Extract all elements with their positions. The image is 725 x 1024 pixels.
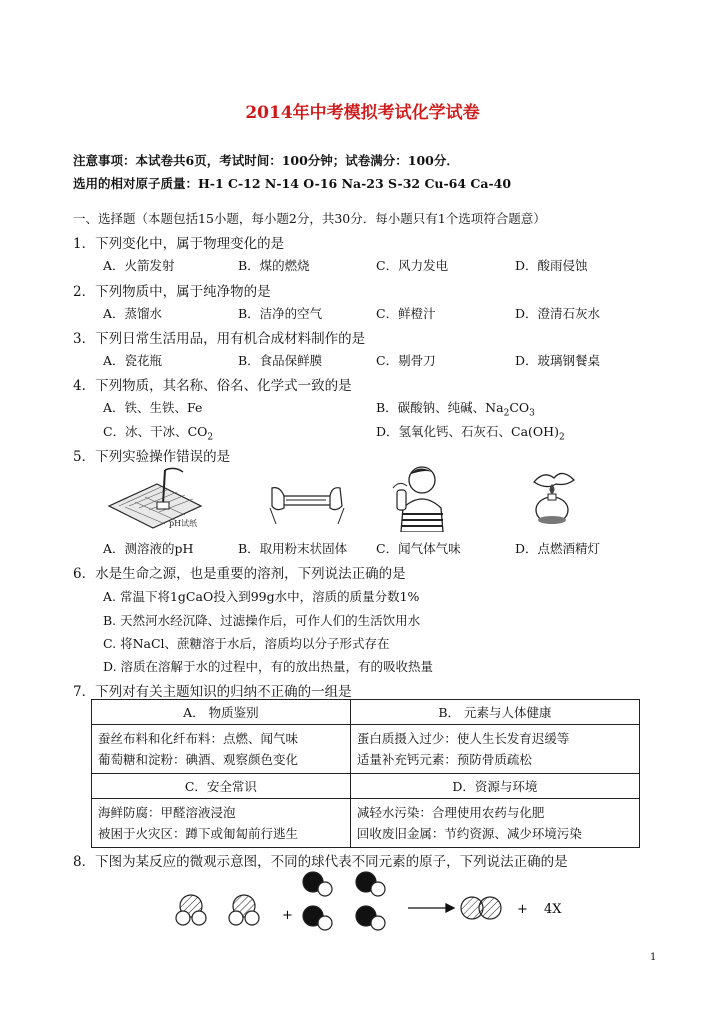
q3-option-d: D．玻璃钢餐桌	[515, 353, 601, 368]
q2-option-b: B．洁净的空气	[238, 306, 323, 321]
q2-option-c: C．鲜橙汁	[376, 306, 436, 321]
q6-option-d: D. 溶质在溶解于水的过程中，有的放出热量，有的吸收热量	[103, 659, 434, 674]
cell-c-line-1: 海鲜防腐：甲醛溶液浸泡	[98, 805, 236, 820]
q3-option-a: A．瓷花瓶	[103, 353, 163, 368]
notice-text: 注意事项：本试卷共6页，考试时间：100分钟；试卷满分：100分．	[73, 153, 459, 168]
page-number: 1	[650, 952, 657, 963]
reactant-molecule-6	[356, 906, 385, 930]
cell-b-line-1: 蛋白质摄入过少：使人生长发育迟缓等	[356, 731, 570, 746]
q1-option-c: C．风力发电	[376, 258, 449, 273]
q4-option-b: B．碳酸钠、纯碱、$Na_2CO_3$	[376, 400, 535, 419]
cell-d-line-1: 减轻水污染：合理使用农药与化肥	[356, 805, 545, 820]
table-header-b: B． 元素与人体健康	[350, 700, 639, 725]
cell-c-line-2: 被困于火灾区：蹲下或匍匐前行逃生	[98, 826, 299, 841]
question-6-stem: 6．水是生命之源，也是重要的溶剂，下列说法正确的是	[73, 566, 406, 582]
reactant-molecule-4	[356, 872, 385, 896]
q1-option-d: D．酸雨侵蚀	[515, 258, 588, 273]
question-7-stem: 7．下列对有关主题知识的归纳不正确的一组是	[73, 684, 352, 700]
reactant-molecule-5	[303, 906, 332, 930]
section-heading: 一、选择题（本题包括15小题，每小题2分，共30分．每小题只有1个选项符合题意）	[73, 211, 546, 226]
reactant-molecule-2	[229, 895, 259, 925]
question-4-stem: 4．下列物质，其名称、俗名、化学式一致的是	[73, 378, 352, 394]
question-8-stem: 8．下图为某反应的微观示意图，不同的球代表不同元素的原子，下列说法正确的是	[73, 854, 568, 870]
reactant-molecule-3	[303, 872, 332, 896]
reactant-molecule-1	[176, 895, 206, 925]
ph-test-figure	[105, 466, 205, 532]
exam-title: 2014年中考模拟考试化学试卷	[245, 103, 480, 123]
q5-option-c: C．闻气体气味	[376, 541, 461, 556]
product-x-label: 4X	[544, 902, 562, 917]
q2-option-d: D．澄清石灰水	[515, 306, 601, 321]
knowledge-table	[91, 699, 640, 848]
q1-option-b: B．煤的燃烧	[238, 258, 310, 273]
product-molecule	[461, 897, 501, 919]
q6-option-c: C. 将NaCl、蔗糖溶于水后，溶质均以分子形式存在	[103, 636, 390, 651]
q3-option-c: C．剔骨刀	[376, 353, 436, 368]
q4-option-d: D．氢氧化钙、石灰石、$Ca(OH)_2$	[376, 424, 565, 443]
cell-b-line-2: 适量补充钙元素：预防骨质疏松	[356, 752, 532, 767]
q5-option-d: D．点燃酒精灯	[515, 541, 601, 556]
reaction-diagram	[170, 868, 580, 944]
cell-d-line-2: 回收废旧金属：节约资源、减少环境污染	[356, 826, 582, 841]
q2-option-a: A．蒸馏水	[103, 306, 163, 321]
alcohol-lamp-figure	[532, 464, 578, 530]
table-header-a: A． 物质鉴别	[92, 700, 351, 725]
table-cell-a	[92, 725, 351, 774]
cell-a-line-2: 葡萄糖和淀粉：碘酒、观察颜色变化	[98, 752, 299, 767]
q1-option-a: A．火箭发射	[103, 258, 175, 273]
powder-spatula-figure	[266, 478, 346, 526]
q6-option-a: A. 常温下将1gCaO投入到99g水中，溶质的质量分数1%	[103, 589, 420, 604]
smell-gas-figure	[389, 460, 449, 532]
reaction-arrow	[408, 904, 454, 912]
plus-sign-2: +	[517, 902, 528, 917]
ph-paper-label: pH试纸	[169, 519, 198, 528]
table-header-d: D．资源与环境	[350, 774, 639, 799]
table-header-c: C．安全常识	[92, 774, 351, 799]
question-1-stem: 1．下列变化中，属于物理变化的是	[73, 236, 285, 252]
q5-option-b: B．取用粉末状固体	[238, 541, 348, 556]
q4-option-c: C．冰、干冰、$CO_2$	[103, 424, 214, 443]
atomic-masses-text: 选用的相对原子质量：H-1 C-12 N-14 O-16 Na-23 S-32 Cu-64 Ca-40	[73, 176, 512, 191]
q6-option-b: B. 天然河水经沉降、过滤操作后，可作人们的生活饮用水	[103, 613, 421, 628]
question-2-stem: 2．下列物质中，属于纯净物的是	[73, 284, 271, 300]
q4-option-a: A．铁、生铁、Fe	[103, 400, 203, 415]
table-cell-d	[350, 799, 639, 848]
question-3-stem: 3．下列日常生活用品，用有机合成材料制作的是	[73, 331, 366, 347]
cell-a-line-1: 蚕丝布料和化纤布料：点燃、闻气味	[98, 731, 299, 746]
table-cell-c	[92, 799, 351, 848]
plus-sign-1: +	[282, 908, 293, 923]
table-cell-b	[350, 725, 639, 774]
q3-option-b: B．食品保鲜膜	[238, 353, 323, 368]
question-5-stem: 5．下列实验操作错误的是	[73, 449, 231, 465]
q5-option-a: A．测溶液的pH	[103, 541, 194, 556]
